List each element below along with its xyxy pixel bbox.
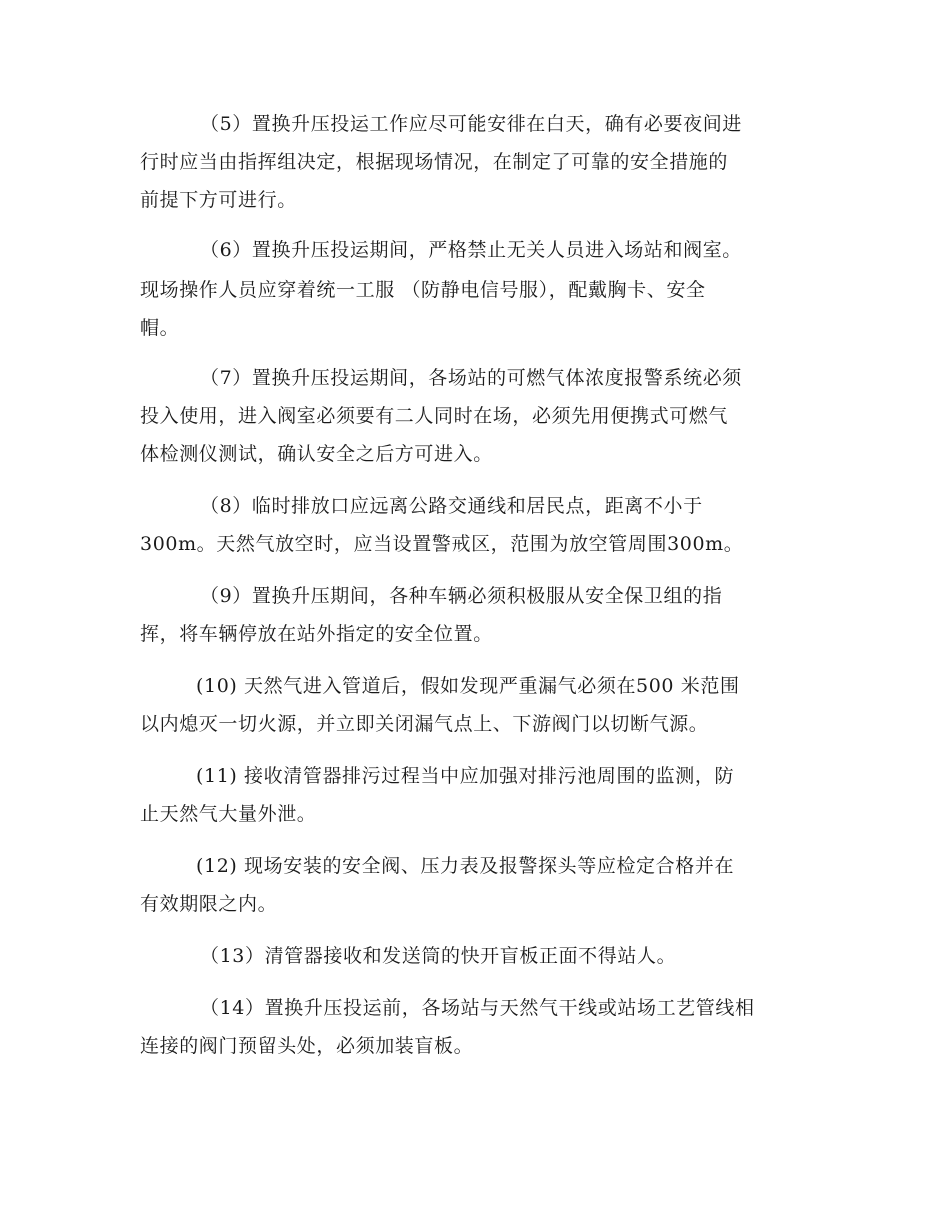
paragraph-line: 连接的阀门预留头处，必须加装盲板。: [140, 1035, 474, 1057]
paragraph-line: (12) 现场安装的安全阀、压力表及报警探头等应检定合格并在: [196, 855, 735, 877]
paragraph-line: 体检测仪测试，确认安全之后方可进入。: [140, 443, 493, 465]
paragraph-line: 有效期限之内。: [140, 893, 278, 915]
paragraph-line: （7）置换升压投运期间，各场站的可燃气体浓度报警系统必须: [200, 367, 742, 389]
paragraph-line: （8）临时排放口应远离公路交通线和居民点，距离不小于: [200, 495, 703, 517]
paragraph-line: （14）置换升压投运前，各场站与天然气干线或站场工艺管线相: [200, 997, 755, 1019]
paragraph-line: 投入使用，进入阀室必须要有二人同时在场，必须先用便携式可燃气: [140, 405, 729, 427]
paragraph-line: (11) 接收清管器排污过程当中应加强对排污池周围的监测，防: [196, 765, 735, 787]
paragraph-line: (10) 天然气进入管道后，假如发现严重漏气必须在500 米范围: [196, 675, 740, 697]
paragraph-line: 300m。天然气放空时，应当设置警戒区，范围为放空管周围300m。: [140, 533, 744, 555]
paragraph-line: 帽。: [140, 317, 180, 339]
paragraph-line: 以内熄灭一切火源，并立即关闭漏气点上、下游阀门以切断气源。: [140, 713, 709, 735]
paragraph-line: （5）置换升压投运工作应尽可能安徘在白天，确有必要夜间进: [200, 113, 742, 135]
paragraph-line: （6）置换升压投运期间，严格禁止无关人员进入场站和阀室。: [200, 239, 742, 261]
paragraph-line: （9）置换升压期间，各种车辆必须积极服从安全保卫组的指: [200, 585, 723, 607]
paragraph-line: 现场操作人员应穿着统一工服 （防静电信号服），配戴胸卡、安全: [140, 279, 706, 301]
paragraph-line: 挥，将车辆停放在站外指定的安全位置。: [140, 623, 493, 645]
paragraph-line: 行时应当由指挥组决定，根据现场情况，在制定了可靠的安全措施的: [140, 151, 729, 173]
paragraph-line: （13）清管器接收和发送筒的快开盲板正面不得站人。: [200, 945, 677, 967]
paragraph-line: 止天然气大量外泄。: [140, 803, 317, 825]
paragraph-line: 前提下方可进行。: [140, 189, 297, 211]
